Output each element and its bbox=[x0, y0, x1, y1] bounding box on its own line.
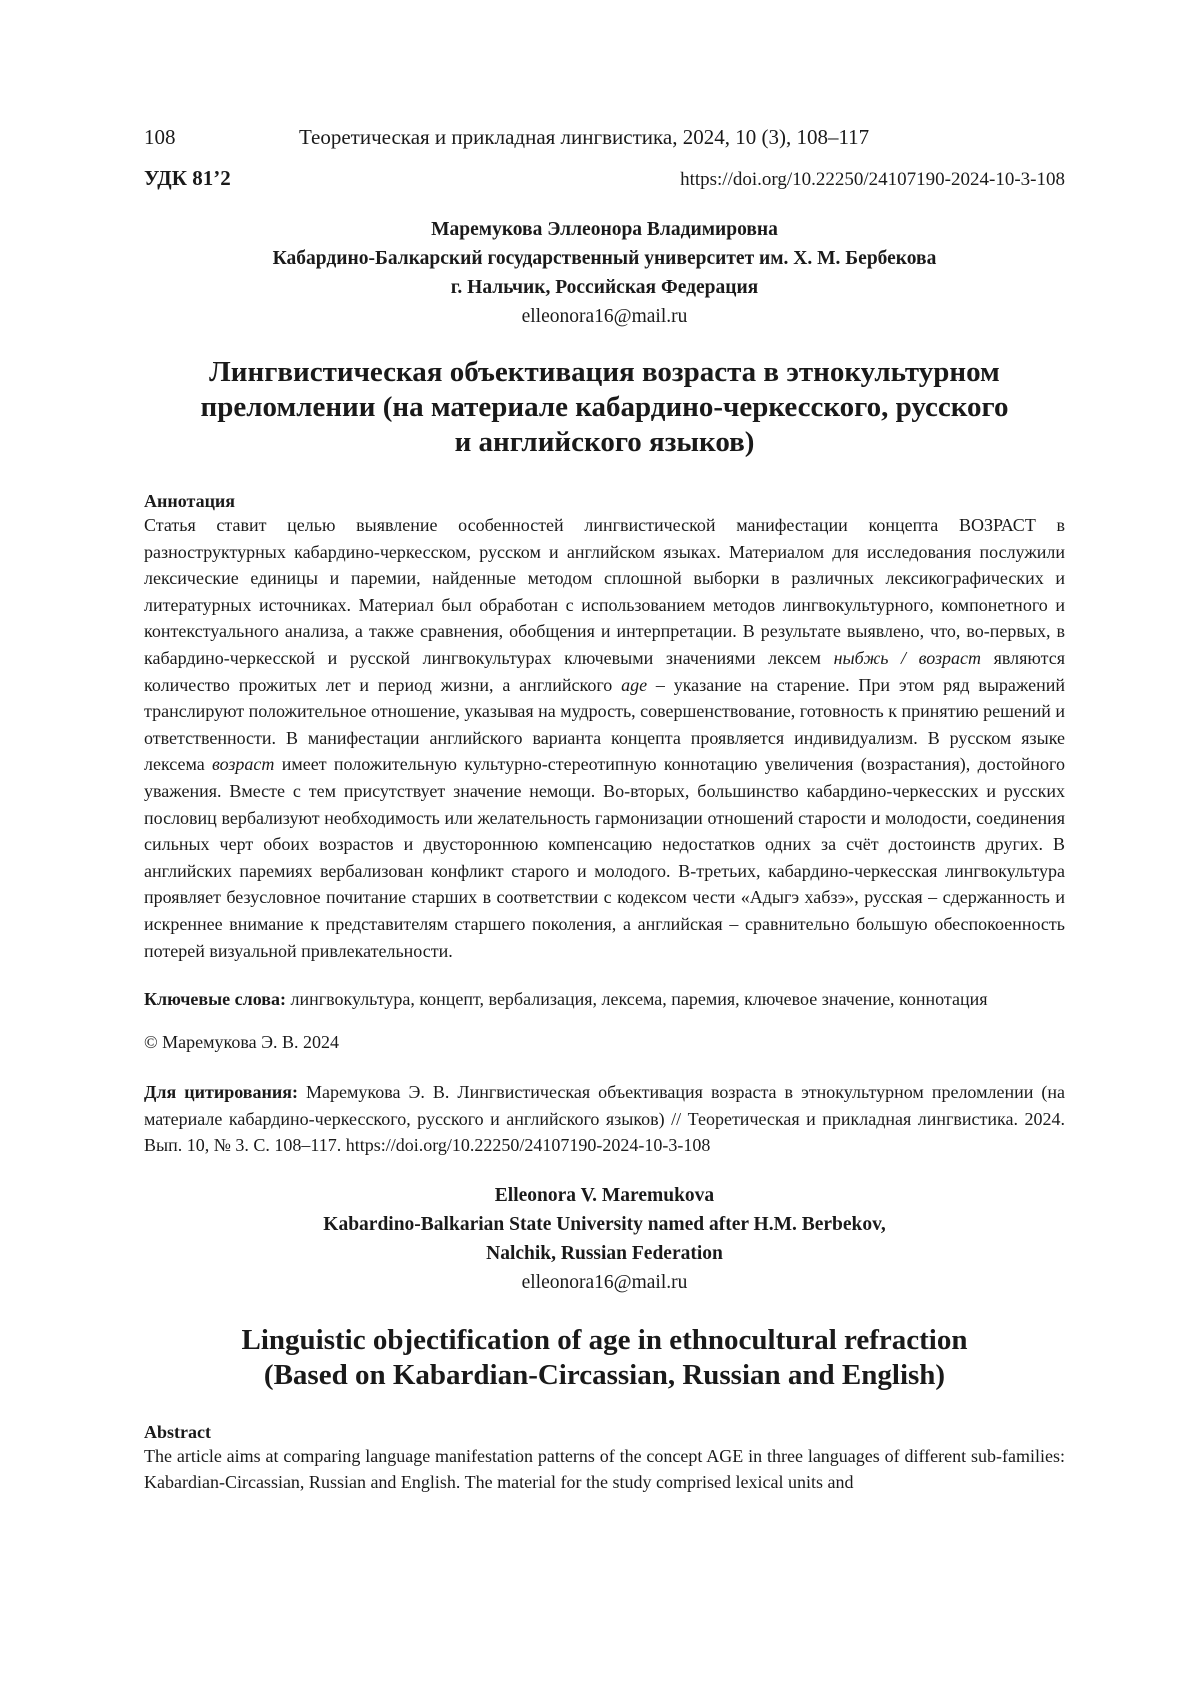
author-affiliation-en: Kabardino-Balkarian State University named after H.M. Berbekov, bbox=[144, 1210, 1065, 1239]
article-page bbox=[144, 122, 1065, 1496]
author-block-ru bbox=[144, 215, 1065, 331]
annotation-part-3: – указание на старение. При этом ряд выражений транслируют положительное отношение, указывая на мудрость, совершенствование, готовность к принятию решений и ответственности. В манифестации английского варианта концепта проявляется индивидуализм. В русском языке лексема bbox=[144, 675, 1065, 775]
abstract-text: The article aims at comparing language manifestation patterns of the concept AGE in three languages of different sub-families: Kabardian-Circassian, Russian and English. The material for the study comprised lexical units and bbox=[144, 1443, 1065, 1496]
annotation-term-age: age bbox=[621, 675, 647, 695]
keywords-label: Ключевые слова: bbox=[144, 989, 286, 1009]
author-location-en: Nalchik, Russian Federation bbox=[144, 1239, 1065, 1268]
annotation-term-vozrast: возраст bbox=[212, 754, 274, 774]
author-name-ru: Маремукова Эллеонора Владимировна bbox=[144, 215, 1065, 244]
doi-link[interactable]: https://doi.org/10.22250/24107190-2024-10-3-108 bbox=[680, 169, 1065, 191]
keywords-text: лингвокультура, концепт, вербализация, лексема, паремия, ключевое значение, коннотация bbox=[286, 989, 988, 1009]
udk-code: УДК 81’2 bbox=[144, 166, 231, 191]
annotation-term-nybzh: ныбжь / возраст bbox=[834, 648, 981, 668]
citation-block bbox=[144, 1079, 1065, 1159]
author-block-en bbox=[144, 1181, 1065, 1297]
title-ru-line-3: и английского языков) bbox=[455, 426, 755, 458]
journal-citation: Теоретическая и прикладная лингвистика, 2024, 10 (3), 108–117 bbox=[299, 122, 869, 152]
author-affiliation-ru: Кабардино-Балкарский государственный университет им. Х. М. Бербекова bbox=[144, 244, 1065, 273]
annotation-heading: Аннотация bbox=[144, 490, 1065, 512]
citation-text: Маремукова Э. В. Лингвистическая объективация возраста в этнокультурном преломлении (на материале кабардино-черкесского, русского и английского языков) // Теоретическая и прикладная лингвистика. 2024. Вып. 10, № 3. С. 108–117. https://doi.org/10.22250/24107190-2024-10-3-108 bbox=[144, 1082, 1065, 1155]
udk-doi-row bbox=[144, 166, 1065, 191]
annotation-part-2: являются количество прожитых лет и период жизни, а английского bbox=[144, 648, 1065, 695]
title-en-line-1: Linguistic objectification of age in ethnocultural refraction bbox=[242, 1324, 968, 1356]
running-head bbox=[144, 122, 1065, 152]
annotation-text bbox=[144, 512, 1065, 964]
author-email-ru[interactable]: elleonora16@mail.ru bbox=[144, 302, 1065, 331]
author-name-en: Elleonora V. Maremukova bbox=[144, 1181, 1065, 1210]
title-ru-line-1: Лингвистическая объективация возраста в этнокультурном bbox=[209, 356, 1000, 388]
page-number: 108 bbox=[144, 122, 299, 152]
keywords bbox=[144, 986, 1065, 1012]
annotation-part-1: Статья ставит целью выявление особенностей лингвистической манифестации концепта ВОЗРАСТ в разноструктурных кабардино-черкесском, русском и английском языках. Материалом для исследования послужили лексические единицы и паремии, найденные методом сплошной выборки в различных лексикографических и литературных источниках. Материал был обработан с использованием методов лингвокультурного, компонетного и контекстуального анализа, а также сравнения, обобщения и интерпретации. В результате выявлено, что, во-первых, в кабардино-черкесской и русской лингвокультурах ключевыми значениями лексем bbox=[144, 515, 1065, 668]
citation-label: Для цитирования: bbox=[144, 1082, 298, 1102]
abstract-heading: Abstract bbox=[144, 1421, 1065, 1443]
article-title-en bbox=[144, 1323, 1065, 1393]
copyright-line: © Маремукова Э. В. 2024 bbox=[144, 1032, 1065, 1053]
title-ru-line-2: преломлении (на материале кабардино-черкесского, русского bbox=[201, 391, 1009, 423]
author-email-en[interactable]: elleonora16@mail.ru bbox=[144, 1268, 1065, 1297]
title-en-line-2: (Based on Kabardian-Circassian, Russian and English) bbox=[264, 1359, 945, 1391]
author-location-ru: г. Нальчик, Российская Федерация bbox=[144, 273, 1065, 302]
article-title-ru bbox=[144, 355, 1065, 460]
annotation-part-4: имеет положительную культурно-стереотипную коннотацию увеличения (возрастания), достойного уважения. Вместе с тем присутствует значение немощи. Во-вторых, большинство кабардино-черкесских и русских пословиц вербализуют необходимость или желательность гармонизации отношений старости и молодости, соединения сильных черт обоих возрастов и двустороннюю компенсацию недостатков одних за счёт достоинств других. В английских паремиях вербализован конфликт старого и молодого. В-третьих, кабардино-черкесская лингвокультура проявляет безусловное почитание старших в соответствии с кодексом чести «Адыгэ хабзэ», русская – сдержанность и искреннее внимание к представителям старшего поколения, а английская – сравнительно большую обеспокоенность потерей визуальной привлекательности. bbox=[144, 754, 1065, 960]
